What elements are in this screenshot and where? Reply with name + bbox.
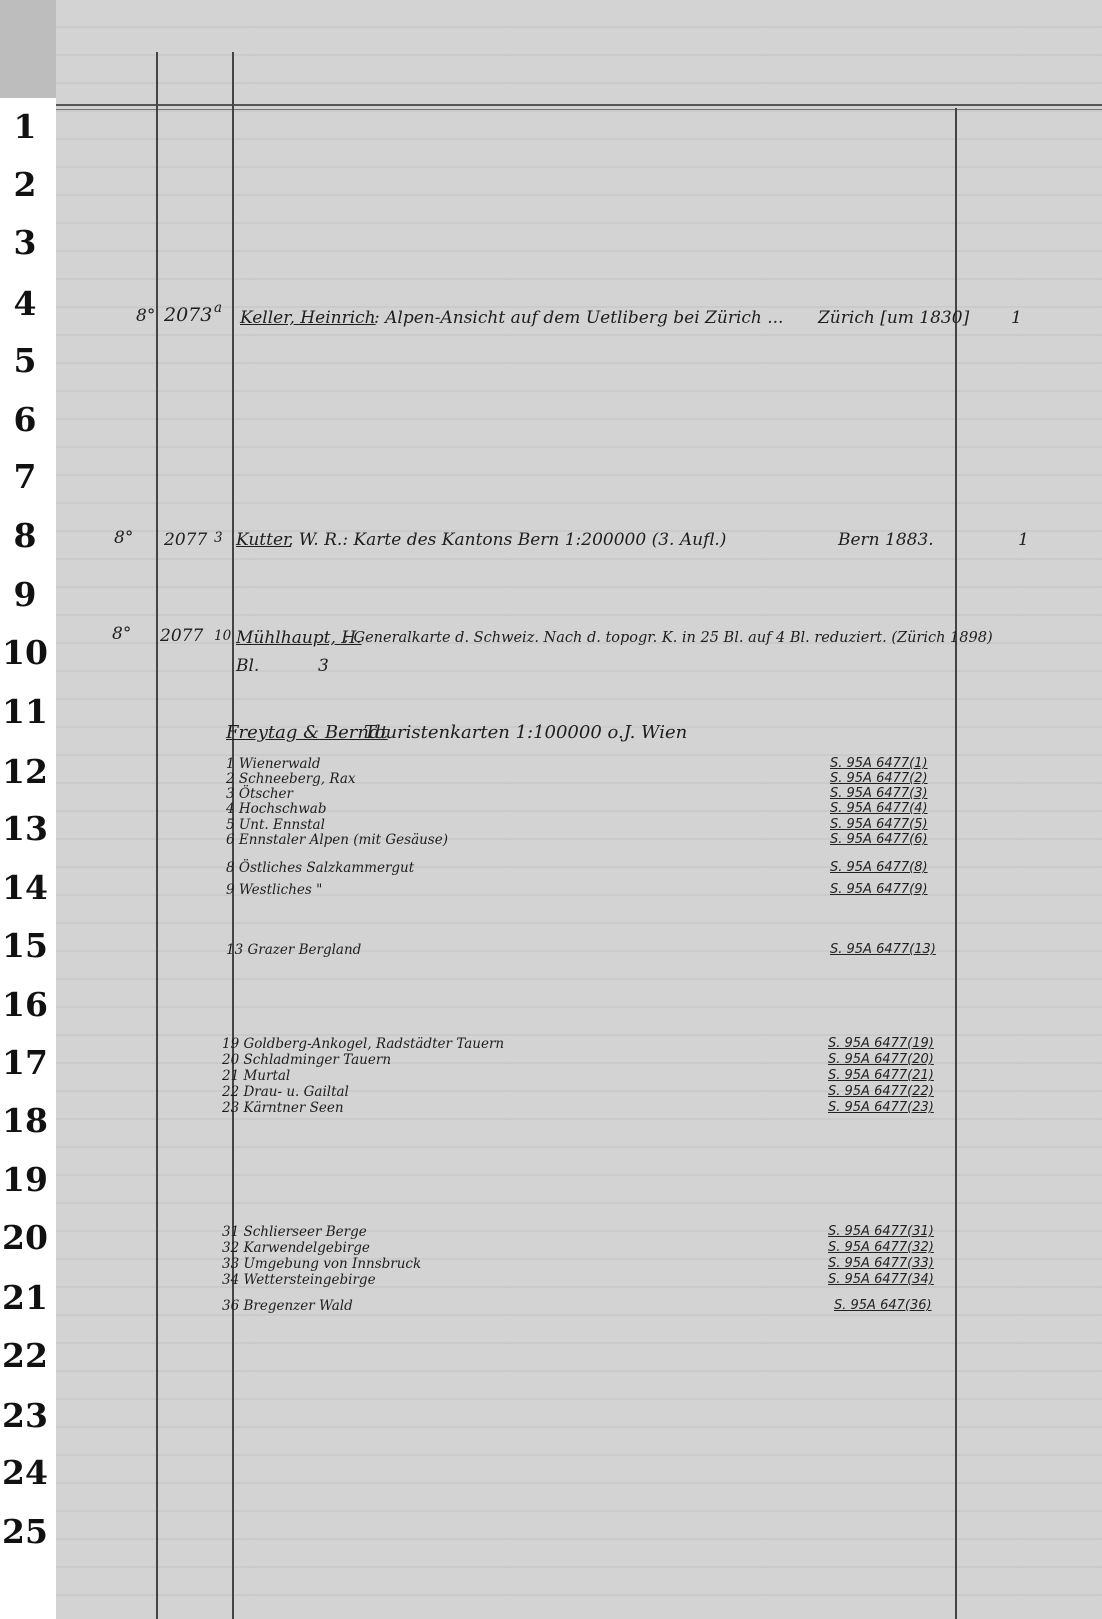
entry-sub: 10 xyxy=(214,628,232,644)
list-item: 3 Ötscher xyxy=(226,786,293,802)
line-number: 8 xyxy=(13,516,37,555)
entry-author: Mühlhaupt, H. xyxy=(236,628,362,648)
line-number: 3 xyxy=(13,223,37,262)
gutter-top-shade xyxy=(0,0,56,98)
list-item: 32 Karwendelgebirge xyxy=(222,1240,370,1256)
signature: S. 95A 6477(20) xyxy=(828,1052,934,1067)
signature: S. 95A 6477(3) xyxy=(830,786,928,801)
list-item: 36 Bregenzer Wald xyxy=(222,1298,353,1314)
signature: S. 95A 6477(2) xyxy=(830,771,928,786)
line-number: 17 xyxy=(2,1043,48,1082)
line-number: 19 xyxy=(2,1160,48,1199)
column-rule-place xyxy=(955,108,957,1619)
line-number: 14 xyxy=(2,868,48,907)
ledger-page xyxy=(56,0,1102,1619)
line-number: 6 xyxy=(13,400,37,439)
signature: S. 95A 6477(13) xyxy=(830,942,936,957)
signature: S. 95A 6477(21) xyxy=(828,1068,934,1083)
entry-title: : Generalkarte d. Schweiz. Nach d. topogr. K. in 25 Bl. auf 4 Bl. reduziert. (Zürich 1898) xyxy=(344,630,993,646)
line-number: 4 xyxy=(13,284,37,323)
entry-number: 2077 xyxy=(164,530,208,550)
signature: S. 95A 6477(34) xyxy=(828,1272,934,1287)
line-number: 9 xyxy=(13,575,37,614)
entry-title: , W. R.: Karte des Kantons Bern 1:200000 (3. Aufl.) xyxy=(288,530,727,550)
list-item: 20 Schladminger Tauern xyxy=(222,1052,392,1068)
list-item: 9 Westliches " xyxy=(226,882,323,898)
entry-format: 8° xyxy=(136,306,156,326)
list-item: 31 Schlierseer Berge xyxy=(222,1224,367,1240)
entry-qty: 1 xyxy=(1011,308,1022,328)
line-number: 15 xyxy=(2,926,48,965)
signature: S. 95A 647(36) xyxy=(834,1298,932,1313)
line-number: 10 xyxy=(2,633,48,672)
list-item: 8 Östliches Salzkammergut xyxy=(226,860,415,876)
signature: S. 95A 6477(4) xyxy=(830,801,928,816)
line-number: 5 xyxy=(13,341,37,380)
line-number: 7 xyxy=(13,457,37,496)
entry-format: 8° xyxy=(112,624,132,644)
signature: S. 95A 6477(31) xyxy=(828,1224,934,1239)
entry-author: Keller, Heinrich xyxy=(240,308,376,328)
entry-place: Zürich [um 1830] xyxy=(818,308,970,328)
list-item: 34 Wettersteingebirge xyxy=(222,1272,376,1288)
line-number: 23 xyxy=(2,1396,48,1435)
list-item: 13 Grazer Bergland xyxy=(226,942,362,958)
line-number: 13 xyxy=(2,809,48,848)
list-item: 21 Murtal xyxy=(222,1068,291,1084)
signature: S. 95A 6477(6) xyxy=(830,832,928,847)
signature: S. 95A 6477(22) xyxy=(828,1084,934,1099)
entry-number: 2073 xyxy=(164,304,213,326)
signature: S. 95A 6477(8) xyxy=(830,860,928,875)
list-item: 4 Hochschwab xyxy=(226,801,327,817)
line-number: 11 xyxy=(2,692,48,731)
signature: S. 95A 6477(5) xyxy=(830,817,928,832)
freytag-heading-name: Freytag & Berndt xyxy=(226,722,388,743)
entry-number: 2077 xyxy=(160,626,204,646)
line-number: 1 xyxy=(13,107,37,146)
entry-format: 8° xyxy=(114,528,134,548)
line-number: 18 xyxy=(2,1101,48,1140)
signature: S. 95A 6477(23) xyxy=(828,1100,934,1115)
line-number: 25 xyxy=(2,1512,48,1551)
list-item: 33 Umgebung von Innsbruck xyxy=(222,1256,422,1272)
signature: S. 95A 6477(32) xyxy=(828,1240,934,1255)
list-item: 2 Schneeberg, Rax xyxy=(226,771,356,787)
list-item: 22 Drau- u. Gailtal xyxy=(222,1084,349,1100)
list-item: 23 Kärntner Seen xyxy=(222,1100,344,1116)
line-number: 20 xyxy=(2,1218,48,1257)
signature: S. 95A 6477(19) xyxy=(828,1036,934,1051)
signature: S. 95A 6477(1) xyxy=(830,756,928,771)
entry-place: Bern 1883. xyxy=(838,530,934,550)
entry-line2: Bl. xyxy=(236,656,260,676)
entry-sub: a xyxy=(214,300,223,316)
line-number: 16 xyxy=(2,985,48,1024)
header-rule-thin xyxy=(56,109,1102,110)
entry-line2b: 3 xyxy=(318,656,329,676)
list-item: 1 Wienerwald xyxy=(226,756,321,772)
line-number: 24 xyxy=(2,1453,48,1492)
entry-title: : Alpen-Ansicht auf dem Uetliberg bei Zürich ... xyxy=(374,308,784,328)
list-item: 5 Unt. Ennstal xyxy=(226,817,325,833)
line-number: 12 xyxy=(2,752,48,791)
signature: S. 95A 6477(9) xyxy=(830,882,928,897)
list-item: 6 Ennstaler Alpen (mit Gesäuse) xyxy=(226,832,448,848)
entry-sub: 3 xyxy=(214,530,223,546)
signature: S. 95A 6477(33) xyxy=(828,1256,934,1271)
entry-qty: 1 xyxy=(1018,530,1029,550)
list-item: 19 Goldberg-Ankogel, Radstädter Tauern xyxy=(222,1036,505,1052)
column-rule-format xyxy=(156,52,158,1619)
header-rule xyxy=(56,104,1102,106)
line-number: 21 xyxy=(2,1278,48,1317)
freytag-heading-rest: Touristenkarten 1:100000 o.J. Wien xyxy=(364,722,688,743)
line-number: 2 xyxy=(13,165,37,204)
entry-author: Kutter xyxy=(236,530,292,550)
line-number: 22 xyxy=(2,1336,48,1375)
